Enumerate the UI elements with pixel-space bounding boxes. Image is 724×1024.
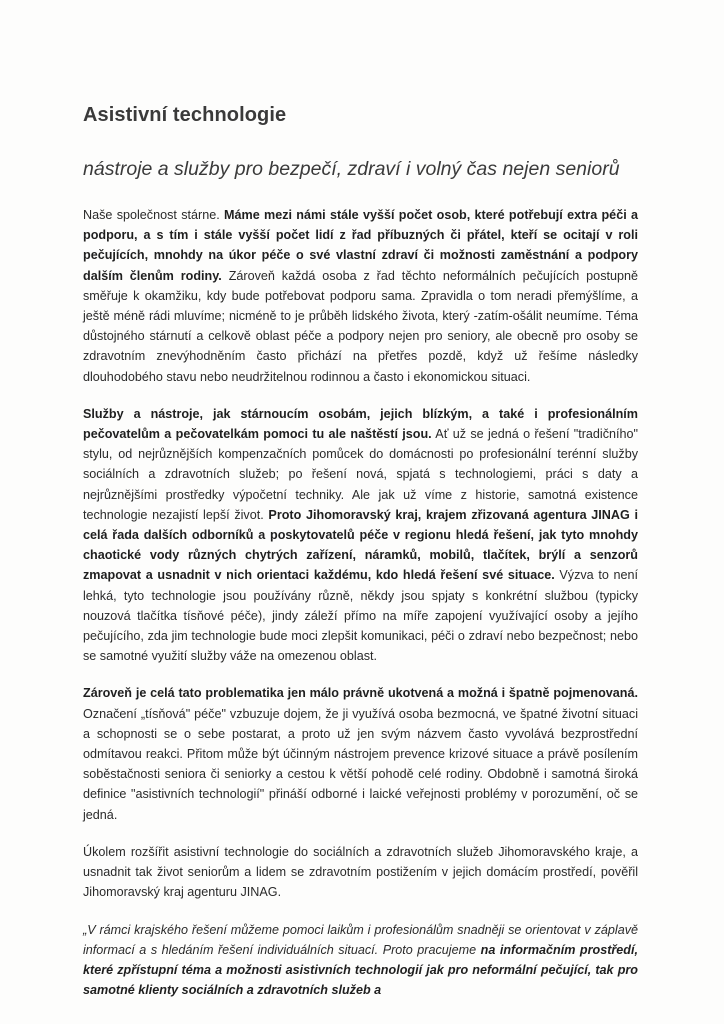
bold-text-segment: Služby a nástroje, jak stárnoucím osobám, jejich blízkým, a také i profesionálním pečovatelům a pečovatelkám pomoci tu ale naštěstí jsou. [83,406,638,442]
text-segment: Výzva to není lehká, tyto technologie jsou používány různě, někdy jsou spjaty s konkrétní službou (typicky nouzová tlačítka tísňové péče), jindy záleží přímo na míře zapojení využívající osoby a jejího pečujícího, zda jim technologie bude moci zlepšit komunikaci, péči o zdraví nebo bezpečnost; nebo se samotné využití služby váže na omezenou oblast. [83,568,638,664]
document-title: Asistivní technologie [83,104,287,126]
text-segment: Zároveň každá osoba z řad těchto neformálních pečujících postupně směřuje k okamžiku, kdy bude potřebovat podporu sama. Zpravidla o tom neradi přemýšlíme, a ještě méně rádi mluvíme; nicméně to je průběh lidského života, který -zatím-ošálit neumíme. Téma důstojného stárnutí a celkově oblast péče a podpory nejen pro seniory, ale obecně pro osoby se zdravotním znevýhodněním často přichází na přetřes pozdě, když už řešíme následky dlouhodobého stavu nebo neudržitelnou rodinnou a často i ekonomickou situaci. [83,268,639,384]
body-paragraph [83,683,638,824]
bold-text-segment: na informačním prostředí, které zpřístupní téma a možnosti asistivních technologií jak pro neformální pečující, tak pro samotné klienty sociálních a zdravotních služeb a [83,942,639,998]
text-segment: Ať už se jedná o řešení "tradičního" stylu, od nejrůznějších kompenzačních pomůcek do domácnosti po profesionální terénní služby sociálních a zdravotních služeb; po řešení nová, spjatá s technologiemi, práci s daty a nejrůznějšími prostředky výpočetní techniky. Ale jak už víme z historie, samotná existence technologie nezajistí lepší život. [83,427,639,522]
document-subtitle: nástroje a služby pro bezpečí, zdraví i volný čas nejen seniorů [83,158,620,180]
text-segment: Úkolem rozšířit asistivní technologie do sociálních a zdravotních služeb Jihomoravského kraje, a usnadnit tak život seniorům a lidem se zdravotním postižením v jejich domácím prostředí, pověřil Jihomoravský kraj agenturu JINAG. [83,844,638,900]
body-paragraph [83,205,638,387]
text-segment: „V rámci krajského řešení můžeme pomoci laikům i profesionálům snadněji se orientovat v záplavě informací a s hledáním řešení individuálních situací. Proto pracujeme [83,922,638,957]
bold-text-segment: Proto Jihomoravský kraj, krajem zřizovaná agentura JINAG i celá řada dalších odborníků a poskytovatelů péče v regionu hledá řešení, jak tyto mnohdy chaotické vody různých chytrých zařízení, náramků, mobilů, tlačítek, brýlí a senzorů zmapovat a usnadnit v nich orientaci každému, kdo hledá řešení své situace. [83,507,638,583]
document-body [83,205,638,1000]
bold-text-segment: Máme mezi námi stále vyšší počet osob, které potřebují extra péči a podporu, a s tím i stále vyšší počet lidí z řad příbuzných či přátel, kteří se ocitají v roli pečujících, mnohdy na úkor péče o své vlastní zdraví či možnosti zaměstnání a podpory dalším členům rodiny. [83,208,638,283]
text-segment: Označení „tísňová" péče" vzbuzuje dojem, že ji využívá osoba bezmocná, ve špatné životní situaci a schopnosti se o sebe postarat, a proto už jen svým názvem často vyvolává bezprostřední odmítavou reakci. Přitom může být účinným nástrojem prevence krizové situace a právě posílením soběstačnosti seniora či seniorky a cestou k větší pohodě celé rodiny. Obdobně i samotná široká definice "asistivních technologií" přináší odborné i laické veřejnosti problémy v porozumění, oč se jedná. [83,706,638,822]
bold-text-segment: Zároveň je celá tato problematika jen málo právně ukotvená a možná i špatně pojmenovaná. [83,686,638,701]
body-paragraph [83,842,638,903]
body-paragraph [83,404,638,667]
quote-paragraph [83,920,638,1001]
text-segment: Naše společnost stárne. [83,208,224,222]
